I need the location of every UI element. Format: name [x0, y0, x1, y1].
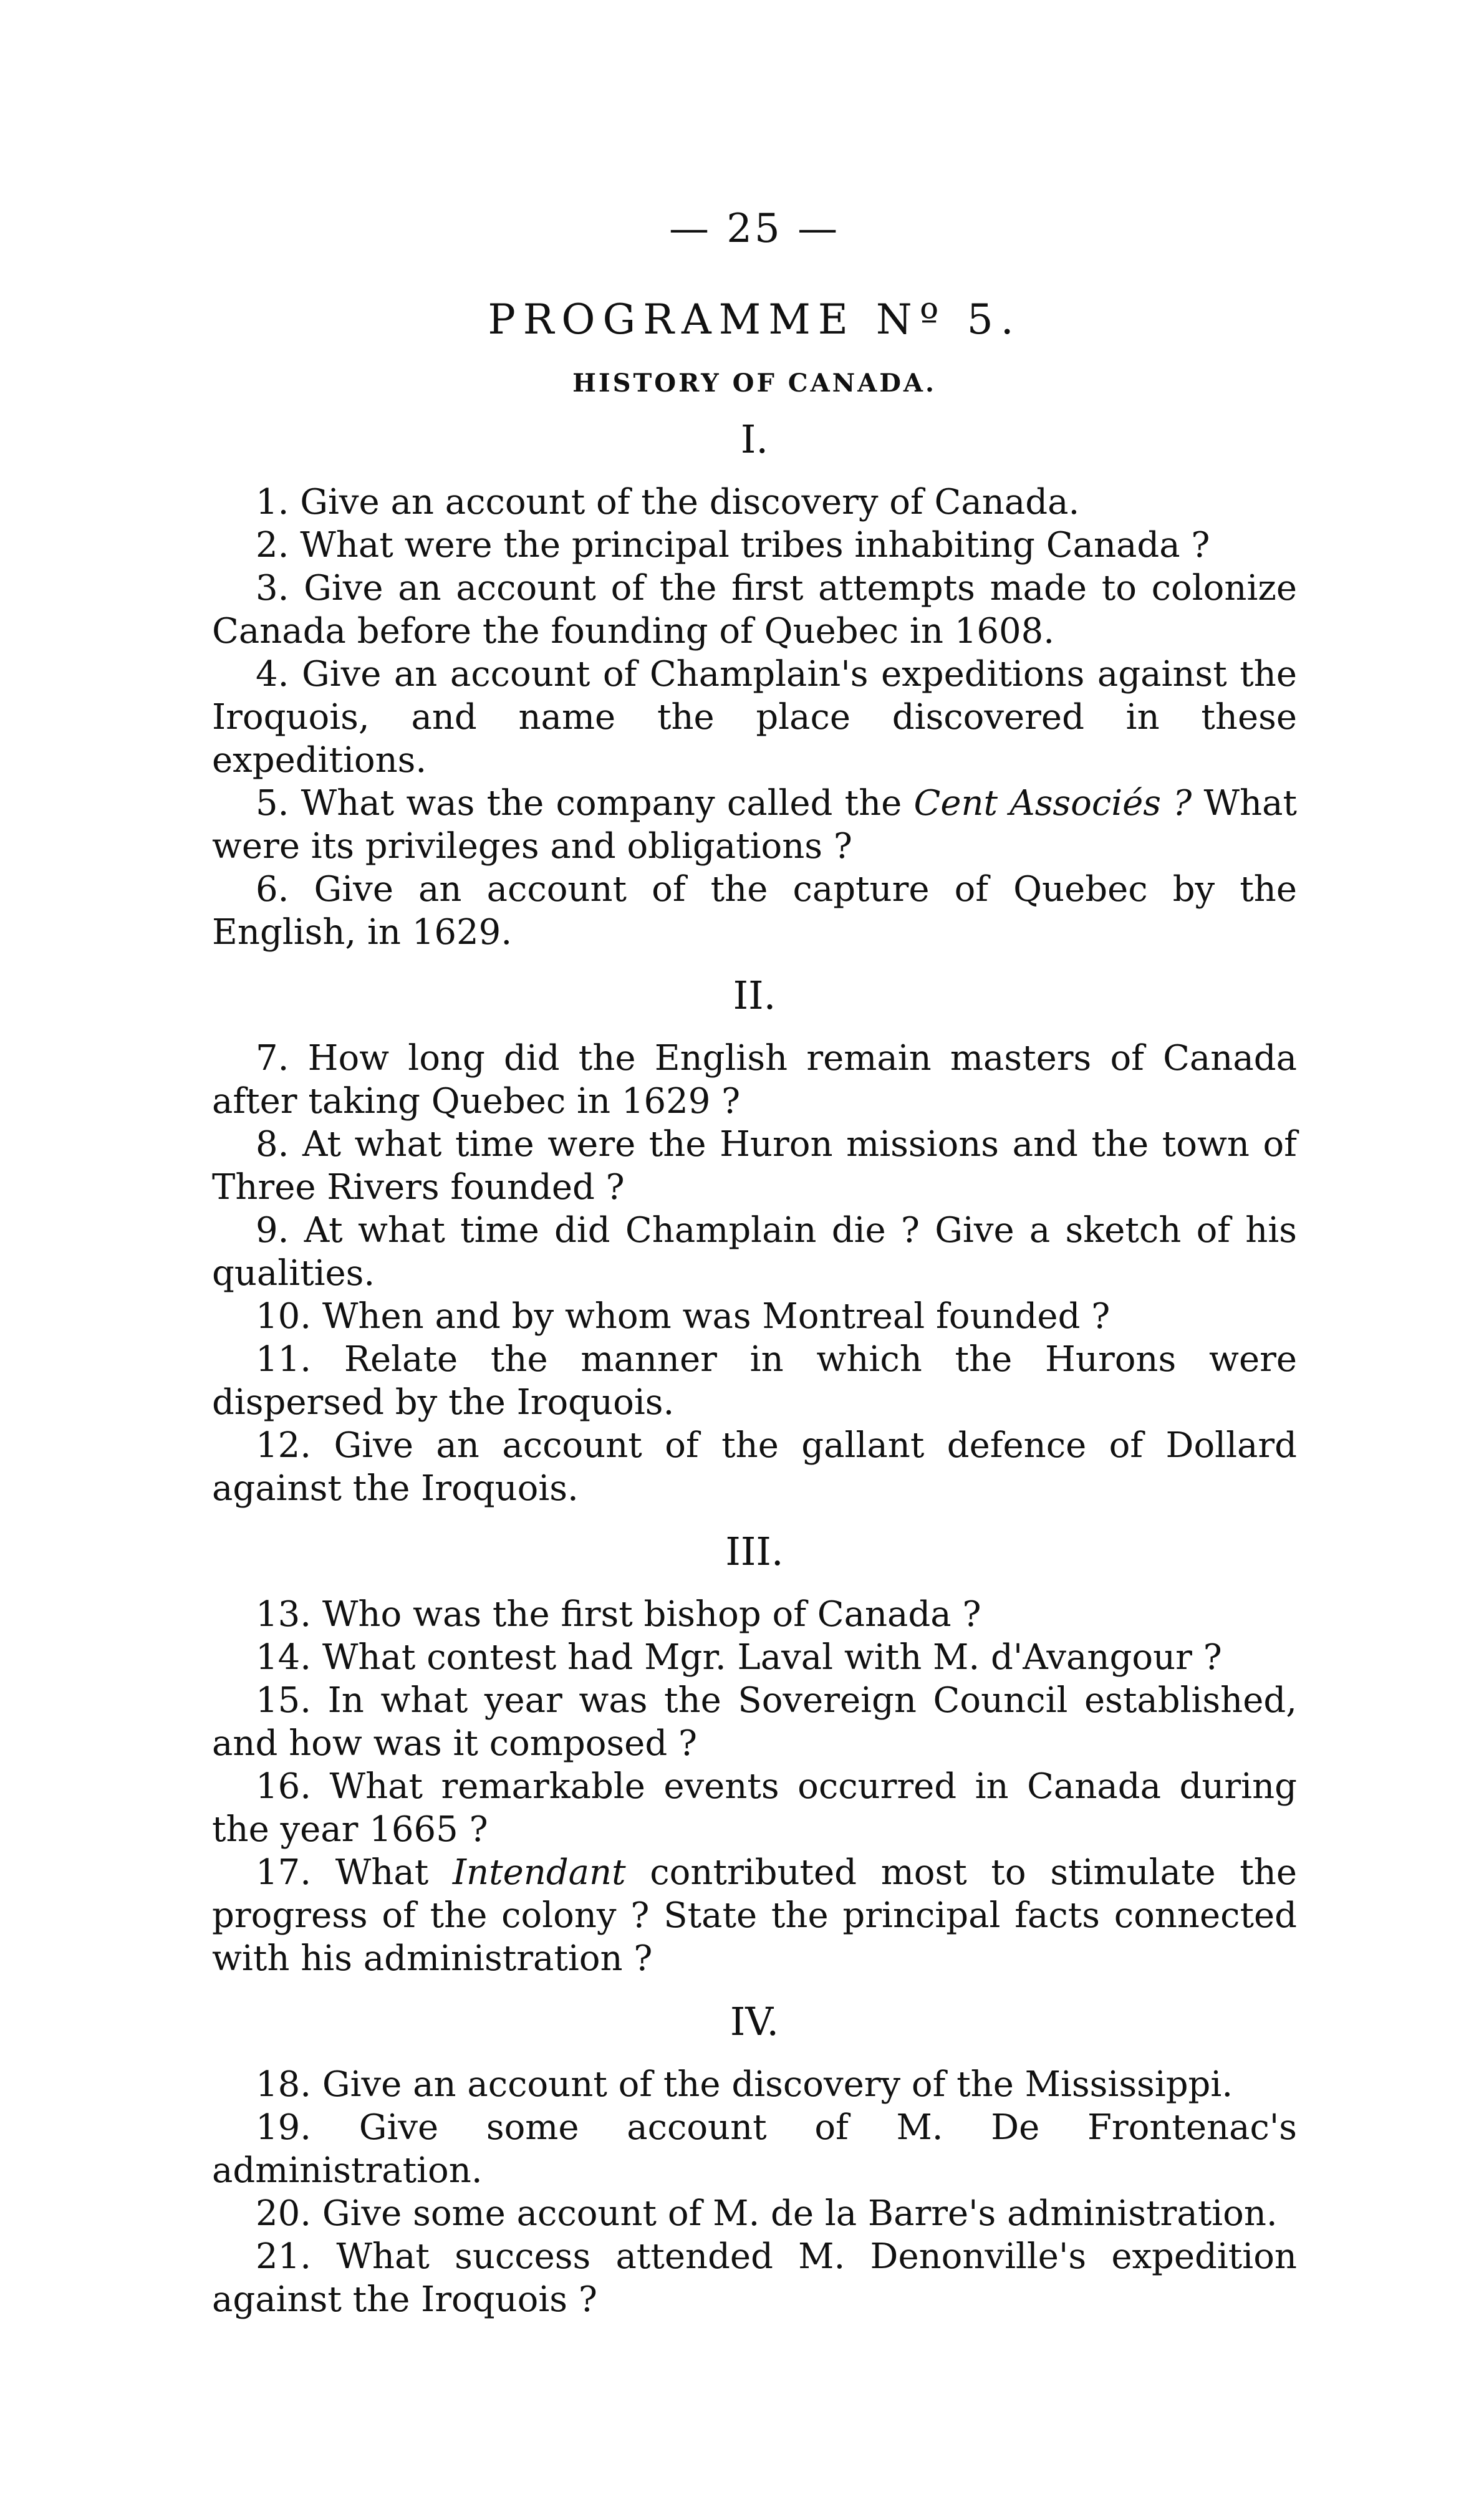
question-number: 5. [256, 783, 289, 824]
question-text: Give an account of the discovery of Canada. [300, 482, 1080, 522]
question-number: 3. [256, 568, 289, 608]
question-number: 11. [256, 1339, 312, 1380]
question-number: 12. [256, 1425, 312, 1466]
question-number: 18. [256, 2064, 312, 2105]
question-number: 13. [256, 1594, 312, 1635]
question-item [212, 1679, 1297, 1765]
question-text: Give some account of M. de la Barre's administration. [322, 2193, 1278, 2234]
question-emphasis: Cent Associés ? [913, 783, 1192, 824]
question-item [212, 1424, 1297, 1510]
question-item [212, 1636, 1297, 1679]
question-text-before: What [335, 1852, 453, 1893]
question-text: When and by whom was Montreal founded ? [322, 1296, 1111, 1337]
question-emphasis: Intendant [452, 1852, 626, 1893]
document-page [212, 206, 1297, 2340]
programme-title: PROGRAMME Nº 5. [488, 296, 1021, 344]
question-number: 2. [256, 525, 289, 565]
question-text: Relate the manner in which the Hurons were dispersed by the Iroquois. [212, 1339, 1297, 1423]
question-text: At what time did Champlain die ? Give a sketch of his qualities. [212, 1210, 1297, 1294]
question-item [212, 1037, 1297, 1123]
question-text: Give an account of the capture of Quebec by the English, in 1629. [212, 869, 1297, 953]
page-number: — 25 — [668, 206, 841, 252]
question-number: 10. [256, 1296, 312, 1337]
section-heading: III. [725, 1529, 784, 1574]
question-text: What were the principal tribes inhabiting Canada ? [300, 525, 1210, 565]
question-number: 1. [256, 482, 289, 522]
question-number: 20. [256, 2193, 312, 2234]
question-number: 4. [256, 654, 289, 695]
question-item [212, 2235, 1297, 2321]
question-item [212, 868, 1297, 954]
question-text-before: What was the company called the [301, 783, 914, 824]
question-item [212, 653, 1297, 782]
question-text-after: What were its privileges and obligations ? [212, 783, 1297, 867]
question-item [212, 524, 1297, 567]
question-number: 16. [256, 1766, 312, 1807]
question-number: 8. [256, 1124, 289, 1165]
question-text: What success attended M. Denonville's expedition against the Iroquois ? [212, 2236, 1297, 2320]
question-text: Give an account of the gallant defence of Dollard against the Iroquois. [212, 1425, 1297, 1509]
question-text: Give an account of Champlain's expeditions against the Iroquois, and name the place discovered in these expeditions. [212, 654, 1297, 781]
question-item [212, 1209, 1297, 1295]
section-heading: I. [740, 416, 769, 462]
question-number: 17. [256, 1852, 312, 1893]
question-text: Give an account of the first attempts made to colonize Canada before the founding of Quebec in 1608. [212, 568, 1297, 652]
question-item [212, 1851, 1297, 1980]
question-text: How long did the English remain masters of Canada after taking Quebec in 1629 ? [212, 1038, 1297, 1122]
section-2 [212, 973, 1297, 1510]
section-heading: II. [733, 973, 776, 1018]
section-1 [212, 416, 1297, 954]
question-item [212, 1295, 1297, 1338]
section-heading: IV. [730, 1999, 779, 2044]
programme-subtitle: HISTORY OF CANADA. [572, 368, 937, 398]
question-number: 7. [256, 1038, 289, 1079]
question-number: 19. [256, 2107, 312, 2148]
question-text: What remarkable events occurred in Canada during the year 1665 ? [212, 1766, 1297, 1850]
question-text: At what time were the Huron missions and the town of Three Rivers founded ? [212, 1124, 1297, 1208]
question-text: What contest had Mgr. Laval with M. d'Avangour ? [322, 1637, 1222, 1678]
question-item [212, 1593, 1297, 1636]
question-text: Who was the first bishop of Canada ? [322, 1594, 981, 1635]
question-text: In what year was the Sovereign Council established, and how was it composed ? [212, 1680, 1297, 1764]
section-4 [212, 1999, 1297, 2321]
question-item [212, 481, 1297, 524]
question-text-after: contributed most to stimulate the progress of the colony ? State the principal facts connected with his administration ? [212, 1852, 1297, 1979]
question-item [212, 1123, 1297, 1209]
question-item [212, 782, 1297, 868]
question-number: 15. [256, 1680, 312, 1721]
question-number: 14. [256, 1637, 312, 1678]
question-number: 6. [256, 869, 289, 910]
question-item [212, 2192, 1297, 2235]
question-number: 21. [256, 2236, 312, 2277]
question-text: Give an account of the discovery of the Mississippi. [322, 2064, 1233, 2105]
question-item [212, 1338, 1297, 1424]
question-item [212, 2063, 1297, 2106]
question-item [212, 1765, 1297, 1851]
question-item [212, 2106, 1297, 2192]
section-3 [212, 1529, 1297, 1980]
question-number: 9. [256, 1210, 289, 1251]
question-text: Give some account of M. De Frontenac's administration. [212, 2107, 1297, 2191]
question-item [212, 567, 1297, 653]
